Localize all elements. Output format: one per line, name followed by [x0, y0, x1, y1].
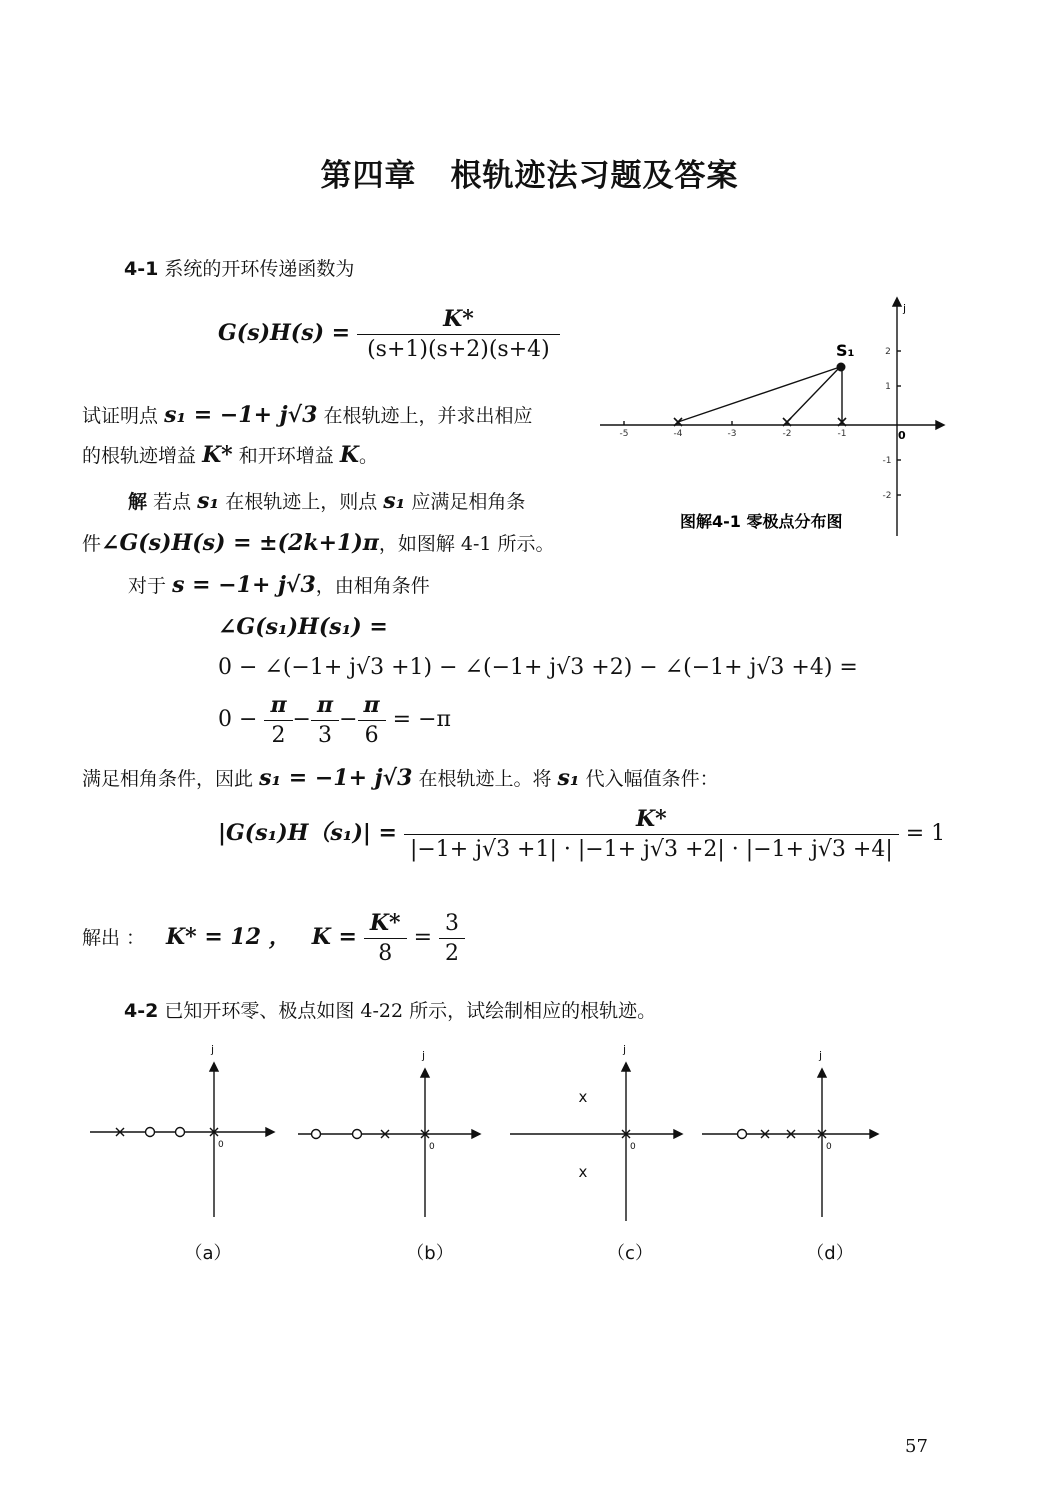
- pi-num-2: π: [316, 692, 334, 718]
- prove2-kstar: K*: [202, 442, 233, 468]
- result-k-den: 8: [364, 938, 407, 966]
- satisfy-line: [82, 765, 719, 791]
- problem-4-2-statement: [124, 1000, 656, 1023]
- mag-rhs: = 1: [905, 821, 946, 846]
- prove2-end: 。: [358, 445, 378, 467]
- prove-line-1: [82, 402, 532, 428]
- subplot-j-label: j: [819, 1049, 823, 1062]
- sol1-b: 在根轨迹上，则点: [225, 491, 378, 513]
- tf-denominator: (s+1)(s+2)(s+4): [357, 334, 560, 362]
- subplot-j-label: j: [211, 1043, 215, 1056]
- imag-axis-arrow: [893, 298, 901, 306]
- prove2-text-a: 的根轨迹增益: [82, 445, 197, 467]
- for-expr: s = −1+ j√3: [172, 572, 316, 598]
- sol1-s: s₁: [197, 488, 220, 514]
- problem-number: 4-2: [124, 1000, 159, 1022]
- transfer-function: [218, 306, 560, 362]
- s1-point: [837, 363, 846, 372]
- prove2-k: K: [339, 442, 359, 468]
- vector-from-pole-2: [787, 367, 840, 422]
- problem-4-1-statement: [124, 258, 354, 281]
- prove2-text-b: 和开环增益: [238, 445, 334, 467]
- ytick-label: 2: [885, 347, 891, 357]
- pole-zero-figure: [590, 290, 950, 550]
- pi-den-6: 6: [358, 720, 386, 748]
- subplot-d: [702, 1069, 878, 1217]
- for-a: 对于: [128, 575, 167, 597]
- subplot-a: [90, 1063, 274, 1217]
- zero-marker: [312, 1130, 321, 1139]
- solution-label: 解: [128, 491, 148, 513]
- angle-condition: ∠G(s)H(s) = ±(2k+1)π: [101, 530, 379, 556]
- ytick-label: 1: [885, 382, 891, 392]
- zero-marker: [146, 1128, 155, 1137]
- subplot-label-a: （a）: [184, 1243, 232, 1264]
- angle3-end: = −π: [392, 707, 451, 732]
- pi-num-3: π: [363, 692, 380, 718]
- sat-b: 在根轨迹上。将: [418, 768, 552, 790]
- pi-num-1: π: [270, 692, 287, 718]
- xtick-label: -2: [782, 429, 792, 439]
- subplot-origin: 0: [826, 1142, 832, 1152]
- angle3-start: 0 −: [218, 707, 258, 732]
- page-title: [0, 150, 1059, 195]
- mag-den: |−1+ j√3 +1| · |−1+ j√3 +2| · |−1+ j√3 +4|: [404, 834, 899, 862]
- sat-expr: s₁ = −1+ j√3: [259, 765, 413, 791]
- result-line: [82, 910, 465, 966]
- angle-eq-3: [218, 692, 451, 748]
- result-eq: =: [413, 925, 432, 950]
- zero-marker: [738, 1130, 747, 1139]
- xtick-label: -5: [619, 429, 629, 439]
- problem-text: 已知开环零、极点如图 4-22 所示，试绘制相应的根轨迹。: [164, 1000, 657, 1022]
- result-label: 解出 ：: [82, 927, 146, 949]
- minus-2: −: [339, 707, 358, 732]
- tf-fraction: [357, 306, 560, 362]
- sol2-a: 件: [82, 533, 102, 555]
- figure-caption: 图解4-1 零极点分布图: [680, 512, 843, 531]
- real-axis-arrow: [936, 421, 944, 429]
- angle-eq-2: 0 − ∠(−1+ j√3 +1) − ∠(−1+ j√3 +2) − ∠(−1+ j√3 +4) =: [218, 655, 858, 680]
- result-k-lhs: K =: [311, 924, 357, 950]
- svg-text:x: x: [578, 1163, 588, 1181]
- subplot-c: [510, 1063, 682, 1221]
- chapter-number: 第四章: [320, 158, 417, 194]
- sol1-a: 若点: [153, 491, 192, 513]
- subplot-j-label: j: [623, 1043, 627, 1056]
- solution-line-1: [128, 488, 525, 514]
- tf-numerator: K*: [443, 306, 474, 332]
- subplot-origin: 0: [630, 1142, 636, 1152]
- angle-eq-1: ∠G(s₁)H(s₁) =: [218, 614, 388, 640]
- pi-den-2: 2: [264, 720, 292, 748]
- imag-axis-label: j: [903, 302, 907, 315]
- zero-marker: [353, 1130, 362, 1139]
- mag-num: K*: [636, 806, 667, 832]
- zero-marker: [176, 1128, 185, 1137]
- subplot-label-d: （d）: [806, 1243, 854, 1264]
- sol1-c: 应满足相角条: [411, 491, 526, 513]
- sat-a: 满足相角条件，因此: [82, 768, 254, 790]
- subplot-origin: 0: [218, 1140, 224, 1150]
- mag-lhs: |G(s₁)H（s₁)| =: [218, 820, 397, 846]
- xtick-label: -3: [727, 429, 737, 439]
- solution-line-2: [82, 530, 555, 556]
- prove-line-2: [82, 442, 378, 468]
- ytick-label: -2: [882, 491, 892, 501]
- tf-lhs: G(s)H(s) =: [218, 320, 351, 346]
- page-number: 57: [905, 1436, 928, 1457]
- result-kstar: K* = 12 ，: [166, 924, 291, 950]
- problem-text: 系统的开环传递函数为: [164, 258, 355, 280]
- result-num2: 3: [445, 910, 459, 936]
- origin-label: 0: [898, 429, 906, 442]
- subplot-j-label: j: [422, 1049, 426, 1062]
- sat-s: s₁: [557, 765, 580, 791]
- sat-c: 代入幅值条件：: [585, 768, 719, 790]
- problem-number: 4-1: [124, 258, 159, 280]
- result-k-num: K*: [369, 910, 401, 936]
- magnitude-equation: [218, 806, 945, 862]
- subplot-label-c: （c）: [607, 1243, 653, 1264]
- subplot-origin: 0: [429, 1142, 435, 1152]
- xtick-label: -4: [673, 429, 683, 439]
- result-den2: 2: [439, 938, 465, 966]
- xtick-label: -1: [837, 429, 847, 439]
- prove-text-b: 在根轨迹上，并求出相应: [323, 405, 533, 427]
- for-line: [128, 572, 430, 598]
- s1-label: S₁: [836, 341, 855, 360]
- pi-den-3: 3: [311, 720, 339, 748]
- svg-text:x: x: [578, 1088, 588, 1106]
- subplots-4-22: [80, 1035, 900, 1275]
- vector-from-pole-4: [678, 367, 840, 422]
- sol2-b: ，如图解 4-1 所示。: [378, 533, 555, 555]
- chapter-name: 根轨迹法习题及答案: [450, 158, 739, 194]
- for-b: ，由相角条件: [315, 575, 430, 597]
- minus-1: −: [292, 707, 311, 732]
- prove-expr: s₁ = −1+ j√3: [164, 402, 318, 428]
- prove-text-a: 试证明点: [82, 405, 159, 427]
- ytick-label: -1: [882, 456, 892, 466]
- sol1-s2: s₁: [383, 488, 406, 514]
- subplot-b: [298, 1069, 480, 1217]
- subplot-label-b: （b）: [406, 1243, 454, 1264]
